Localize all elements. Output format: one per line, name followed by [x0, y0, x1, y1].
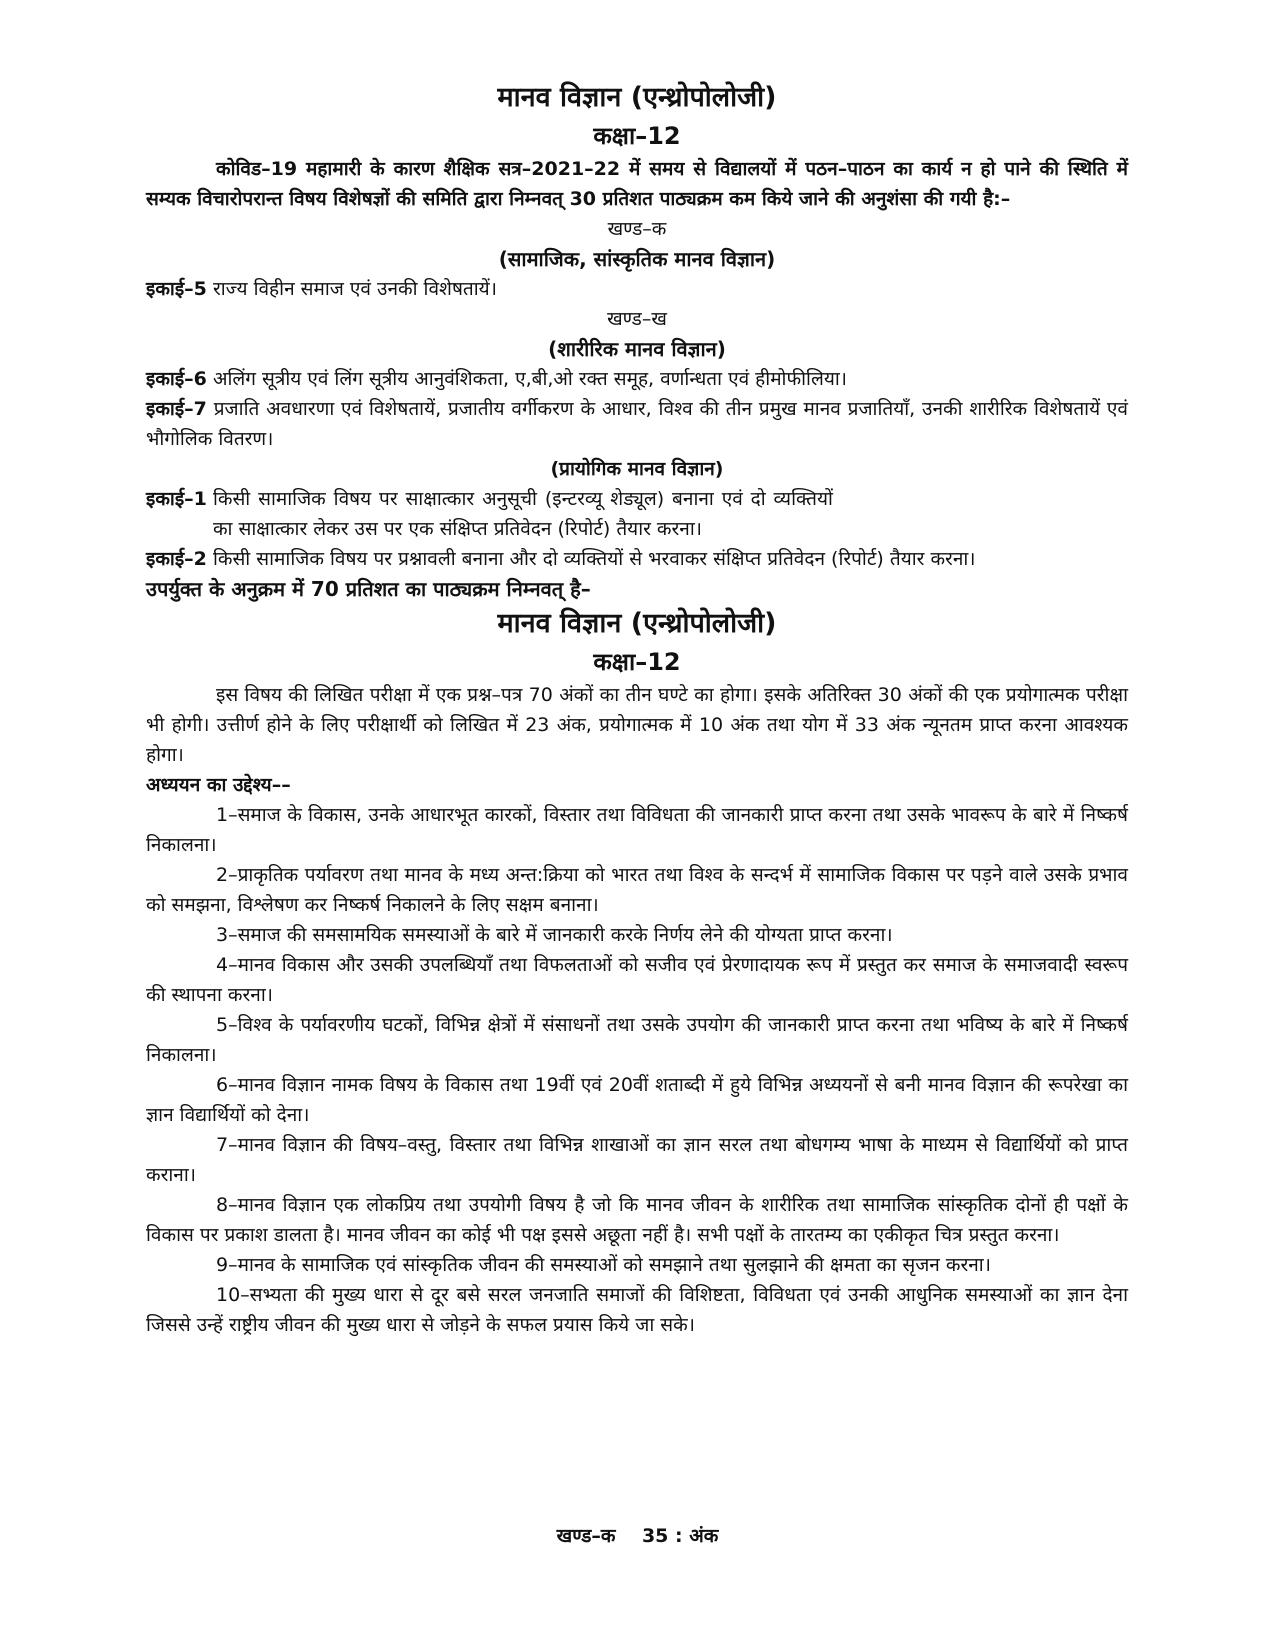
exam-info: इस विषय की लिखित परीक्षा में एक प्रश्न–पत्र 70 अंकों का तीन घण्टे का होगा। इसके अतिरिक्त 30 अंकों की एक प्रयोगात्मक परीक्षा भी होगी। उत्तीर्ण होने के लिए परीक्षार्थी को लिखित में 23 अंक, प्रयोगात्मक में 10 अंक तथा योग में 33 अंक न्यूनतम प्राप्त करना आवश्यक होगा।	[146, 684, 1128, 766]
document-page	[146, 78, 1128, 1340]
unit-row	[146, 544, 1128, 574]
footer-marks: 35 : अंक	[641, 1525, 719, 1547]
unit-text: प्रजाति अवधारणा एवं विशेषतायें, प्रजातीय वर्गीकरण के आधार, विश्व की तीन प्रमुख मानव प्रजातियाँ, उनकी शारीरिक विशेषतायें एवं भौगोलिक वितरण।	[146, 398, 1128, 450]
unit-row	[146, 274, 1128, 304]
list-item: 2–प्राकृतिक पर्यावरण तथा मानव के मध्य अन्त:क्रिया को भारत तथा विश्व के सन्दर्भ में सामाजिक विकास पर पड़ने वाले उसके प्रभाव को समझना, विश्लेषण कर निष्कर्ष निकालने के लिए सक्षम बनाना।	[146, 864, 1128, 916]
section1-title: मानव विज्ञान (एन्थ्रोपोलोजी)	[497, 82, 777, 113]
unit-row	[146, 364, 1128, 394]
section2-class: कक्षा–12	[593, 648, 681, 676]
list-item: 6–मानव विज्ञान नामक विषय के विकास तथा 19वीं एवं 20वीं शताब्दी में हुये विभिन्न अध्ययनों से बनी मानव विज्ञान की रूपरेखा का ज्ञान विद्यार्थियों को देना।	[146, 1074, 1128, 1126]
unit-text: किसी सामाजिक विषय पर साक्षात्कार अनुसूची (इन्टरव्यू शेड्यूल) बनाना एवं दो व्यक्तियों का साक्षात्कार लेकर उस पर एक संक्षिप्त प्रतिवेदन (रिपोर्ट) तैयार करना।	[212, 488, 833, 540]
objectives-list	[146, 800, 1128, 1340]
transition-text: उपर्युक्त के अनुक्रम में 70 प्रतिशत का पाठ्यक्रम निम्नवत् है–	[146, 577, 591, 601]
unit-row	[146, 484, 1128, 544]
list-item: 5–विश्व के पर्यावरणीय घटकों, विभिन्न क्षेत्रों में संसाधनों तथा उसके उपयोग की जानकारी प्राप्त करना तथा भविष्य के बारे में निष्कर्ष निकालना।	[146, 1014, 1128, 1066]
footer-part: खण्ड–क	[556, 1525, 616, 1547]
list-item: 4–मानव विकास और उसकी उपलब्धियाँ तथा विफलताओं को सजीव एवं प्रेरणादायक रूप में प्रस्तुत कर समाज के समाजवादी स्वरूप की स्थापना करना।	[146, 954, 1128, 1006]
list-item: 3–समाज की समसामयिक समस्याओं के बारे में जानकारी करके निर्णय लेने की योग्यता प्राप्त करना।	[216, 924, 893, 946]
list-item: 9–मानव के सामाजिक एवं सांस्कृतिक जीवन की समस्याओं को समझाने तथा सुलझाने की क्षमता का सृजन करना।	[216, 1254, 991, 1276]
part-b-title: खण्ड–ख	[607, 308, 667, 330]
unit-label: इकाई–1	[146, 488, 207, 510]
list-item: 1–समाज के विकास, उनके आधारभूत कारकों, विस्तार तथा विविधता की जानकारी प्राप्त करना तथा उसके भावरूप के बारे में निष्कर्ष निकालना।	[146, 804, 1128, 856]
unit-text: अलिंग सूत्रीय एवं लिंग सूत्रीय आनुवंशिकता, ए,बी,ओ रक्त समूह, वर्णान्धता एवं हीमोफीलिया।	[212, 368, 847, 390]
part-a-title: खण्ड–क	[607, 218, 667, 240]
part-a-subtitle: (सामाजिक, सांस्कृतिक मानव विज्ञान)	[498, 247, 776, 271]
unit-label: इकाई–7	[146, 398, 207, 420]
list-item: 8–मानव विज्ञान एक लोकप्रिय तथा उपयोगी विषय है जो कि मानव जीवन के शारीरिक तथा सामाजिक सांस्कृतिक दोनों ही पक्षों के विकास पर प्रकाश डालता है। मानव जीवन का कोई भी पक्ष इससे अछूता नहीं है। सभी पक्षों के तारतम्य का एकीकृत चित्र प्रस्तुत करना।	[146, 1194, 1128, 1246]
section1-intro: कोविड–19 महामारी के कारण शैक्षिक सत्र–2021–22 में समय से विद्यालयों में पठन–पाठन का कार्य न हो पाने की स्थिति में सम्यक विचारोपरान्त विषय विशेषज्ञों की समिति द्वारा निम्नवत् 30 प्रतिशत पाठ्यक्रम कम किये जाने की अनुशंसा की गयी है:–	[146, 158, 1128, 210]
section1-class: कक्षा–12	[593, 122, 681, 150]
practical-subtitle: (प्रायोगिक मानव विज्ञान)	[550, 458, 724, 480]
unit-label: इकाई–2	[146, 548, 207, 570]
section2-title: मानव विज्ञान (एन्थ्रोपोलोजी)	[497, 608, 777, 639]
objectives-heading: अध्ययन का उद्देश्य––	[146, 774, 291, 796]
unit-row	[146, 394, 1128, 454]
unit-text: किसी सामाजिक विषय पर प्रश्नावली बनाना और दो व्यक्तियों से भरवाकर संक्षिप्त प्रतिवेदन (रिपोर्ट) तैयार करना।	[212, 548, 976, 570]
list-item: 7–मानव विज्ञान की विषय–वस्तु, विस्तार तथा विभिन्न शाखाओं का ज्ञान सरल तथा बोधगम्य भाषा के माध्यम से विद्यार्थियों को प्राप्त कराना।	[146, 1134, 1128, 1186]
page-footer	[0, 1522, 1275, 1548]
list-item: 10–सभ्यता की मुख्य धारा से दूर बसे सरल जनजाति समाजों की विशिष्टता, विविधता एवं उनकी आधुनिक समस्याओं का ज्ञान देना जिससे उन्हें राष्ट्रीय जीवन की मुख्य धारा से जोड़ने के सफल प्रयास किये जा सके।	[146, 1284, 1128, 1336]
unit-text: राज्य विहीन समाज एवं उनकी विशेषतायें।	[212, 278, 497, 300]
unit-label: इकाई–6	[146, 368, 207, 390]
unit-label: इकाई–5	[146, 278, 207, 300]
part-b-subtitle: (शारीरिक मानव विज्ञान)	[548, 337, 726, 361]
